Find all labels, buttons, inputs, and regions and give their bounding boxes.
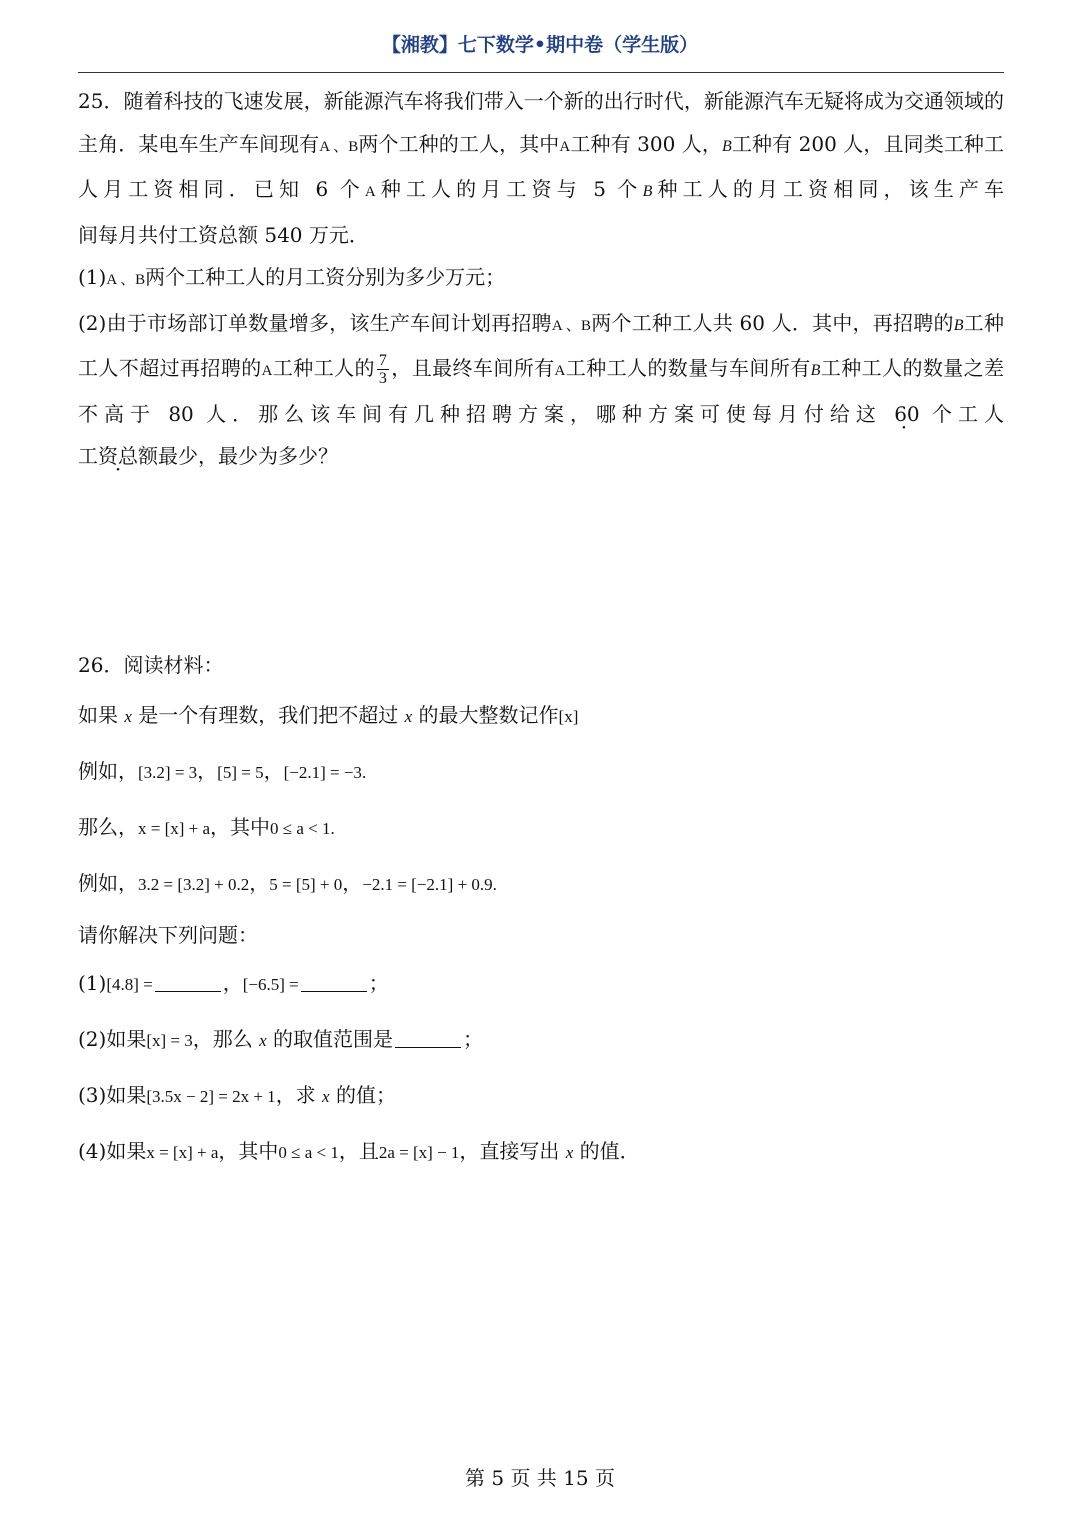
header-divider: [78, 72, 1004, 73]
q26-part-1: (1)[4.8] = ，[−6.5] = ；: [78, 971, 389, 995]
emphasis-dotted-text: 付给这 60 个工人 ·: [804, 402, 1004, 426]
q25-part-1: (1)A 、B两个工种工人的月工资分别为多少万元；: [78, 265, 506, 289]
q26-title: 26．阅读材料：: [78, 653, 224, 677]
answer-blank[interactable]: [301, 973, 367, 992]
q25-stem-end: 间每月共付工资总额 540 万元．: [78, 222, 369, 247]
question-25: [78, 80, 1004, 478]
q25-part-2: (2)由于市场部订单数量增多，该生产车间计划再招聘A 、B两个工种工人共 60 人．其中，再招聘的B工种工人不超过再招聘的A工种工人的 $\frac{7}{3}$ ，且最终车间所有A工种工人的数量与车间所有B工种工人的数量之差不高于 80 人．那么该车间有几种招聘方案，哪种方案可使每月付给这 60 个工人 ·: [78, 302, 1004, 436]
q26-part-4: (4)如果x = [x] + a，其中0 ≤ a < 1，且2a = [x] − 1，直接写出 x 的值．: [78, 1139, 640, 1163]
answer-blank[interactable]: [395, 1029, 461, 1048]
q26-part-2: (2)如果[x] = 3，那么 x 的取值范围是 ；: [78, 1027, 484, 1051]
q26-example-1: 例如，[3.2] = 3，[5] = 5，[−2.1] = −3.: [78, 759, 367, 783]
page-number: 第 5 页 共 15 页: [465, 1466, 615, 1490]
answer-blank[interactable]: [155, 973, 221, 992]
q25-stem: 25．随着科技的飞速发展，新能源汽车将我们带入一个新的出行时代，新能源汽车无疑将成为交通领域的主角．某电车生产车间现有A 、B两个工种的工人，其中A工种有 300 人，B工种有 200 人，且同类工种工人月工资相同．已知 6 个A种工人的月工资与 5 个B种工人的月工资相同，该生产车: [78, 89, 1005, 201]
q26-definition: 如果 x 是一个有理数，我们把不超过 x 的最大整数记作[x]: [78, 703, 579, 727]
fraction-seven-thirds: $\frac{7}{3}$: [378, 352, 387, 387]
q25-part-2-end: 工资总额最少，最少为多少？: [78, 444, 338, 468]
emphasis-dotted-text: 工资总额: [78, 444, 158, 468]
page-header-title: 【湘教】七下数学•期中卷（学生版）: [381, 34, 699, 56]
q26-prompt: 请你解决下列问题：: [78, 923, 258, 947]
q26-example-2: 例如，3.2 = [3.2] + 0.2，5 = [5] + 0，−2.1 = [−2.1] + 0.9.: [78, 871, 497, 895]
q26-decomposition: 那么，x = [x] + a，其中0 ≤ a < 1.: [78, 815, 335, 839]
q26-part-3: (3)如果[3.5x − 2] = 2x + 1，求 x 的值；: [78, 1083, 396, 1107]
